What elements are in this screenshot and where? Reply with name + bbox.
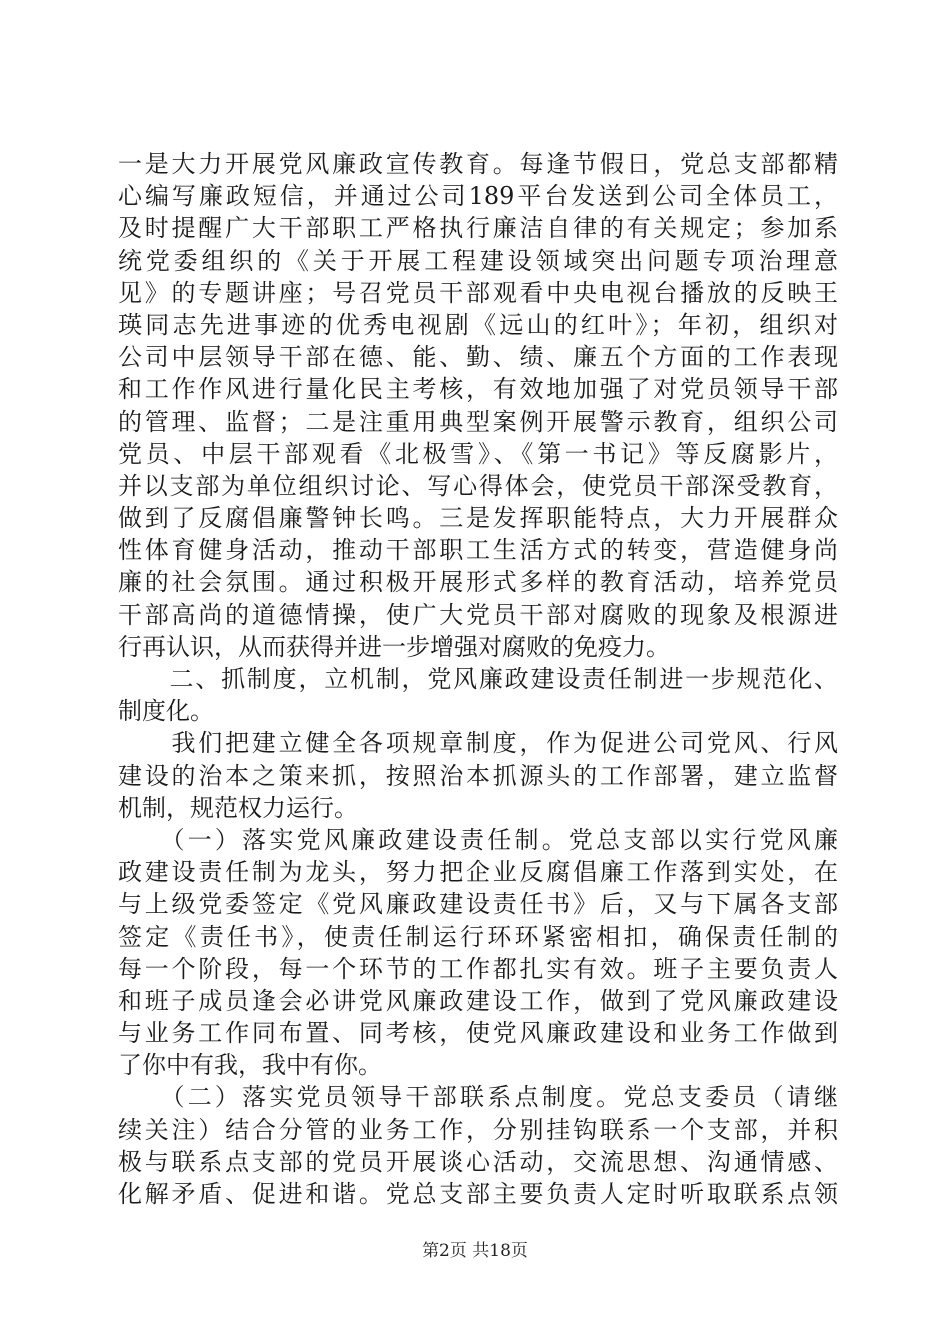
text-line: 一是大力开展党风廉政宣传教育。每逢节假日，党总支部都精: [118, 150, 838, 178]
text-line: 党员、中层干部观看《北极雪》、《第一书记》等反腐影片，: [118, 439, 838, 468]
text-line: 瑛同志先进事迹的优秀电视剧《远山的红叶》；年初，组织对: [118, 310, 838, 339]
text-line: 化解矛盾、促进和谐。党总支部主要负责人定时听取联系点领: [118, 1180, 838, 1208]
text-line: 见》的专题讲座；号召党员干部观看中央电视台播放的反映王: [118, 278, 838, 307]
text-line: （一）落实党风廉政建设责任制。党总支部以实行党风廉: [118, 825, 838, 854]
text-line: 我们把建立健全各项规章制度，作为促进公司党风、行风: [118, 729, 838, 758]
text-line: 做到了反腐倡廉警钟长鸣。三是发挥职能特点，大力开展群众: [118, 504, 838, 533]
text-line: 统党委组织的《关于开展工程建设领域突出问题专项治理意: [118, 246, 838, 275]
text-line: 签定《责任书》，使责任制运行环环紧密相扣，确保责任制的: [118, 922, 838, 951]
document-body: [118, 148, 838, 1210]
text-line: 政建设责任制为龙头，努力把企业反腐倡廉工作落到实处，在: [118, 858, 838, 887]
text-line: 极与联系点支部的党员开展谈心活动，交流思想、沟通情感、: [118, 1147, 838, 1176]
text-line: 与业务工作同布置、同考核，使党风廉政建设和业务工作做到: [118, 1019, 838, 1048]
text-line: 机制，规范权力运行。: [118, 793, 358, 822]
text-line: 的管理、监督；二是注重用典型案例开展警示教育，组织公司: [118, 407, 838, 436]
text-line: （二）落实党员领导干部联系点制度。党总支委员（请继: [118, 1083, 838, 1112]
text-line: 廉的社会氛围。通过积极开展形式多样的教育活动，培养党员: [118, 568, 838, 597]
page-footer: 第2页 共18页: [422, 1241, 528, 1261]
text-line: 和工作作风进行量化民主考核，有效地加强了对党员领导干部: [118, 375, 838, 404]
text-line: 性体育健身活动，推动干部职工生活方式的转变，营造健身尚: [118, 536, 838, 565]
text-line: 每一个阶段，每一个环节的工作都扎实有效。班子主要负责人: [118, 954, 838, 983]
text-line: 干部高尚的道德情操，使广大党员干部对腐败的现象及根源进: [118, 600, 838, 629]
text-line: 制度化。: [118, 697, 214, 726]
text-line: 续关注）结合分管的业务工作，分别挂钩联系一个支部，并积: [118, 1115, 838, 1144]
text-line: 心编写廉政短信，并通过公司189平台发送到公司全体员工，: [118, 182, 838, 211]
text-line: 了你中有我，我中有你。: [118, 1051, 382, 1080]
text-line: 建设的治本之策来抓，按照治本抓源头的工作部署，建立监督: [118, 761, 838, 790]
text-line: 及时提醒广大干部职工严格执行廉洁自律的有关规定；参加系: [118, 214, 838, 243]
text-line: 并以支部为单位组织讨论、写心得体会，使党员干部深受教育，: [118, 471, 838, 500]
text-line: 和班子成员逢会必讲党风廉政建设工作，做到了党风廉政建设: [118, 986, 838, 1015]
text-line: 二、抓制度，立机制，党风廉政建设责任制进一步规范化、: [118, 665, 838, 693]
text-line: 公司中层领导干部在德、能、勤、绩、廉五个方面的工作表现: [118, 343, 838, 372]
text-line: 与上级党委签定《党风廉政建设责任书》后，又与下属各支部: [118, 890, 838, 919]
text-line: 行再认识，从而获得并进一步增强对腐败的免疫力。: [118, 632, 670, 661]
